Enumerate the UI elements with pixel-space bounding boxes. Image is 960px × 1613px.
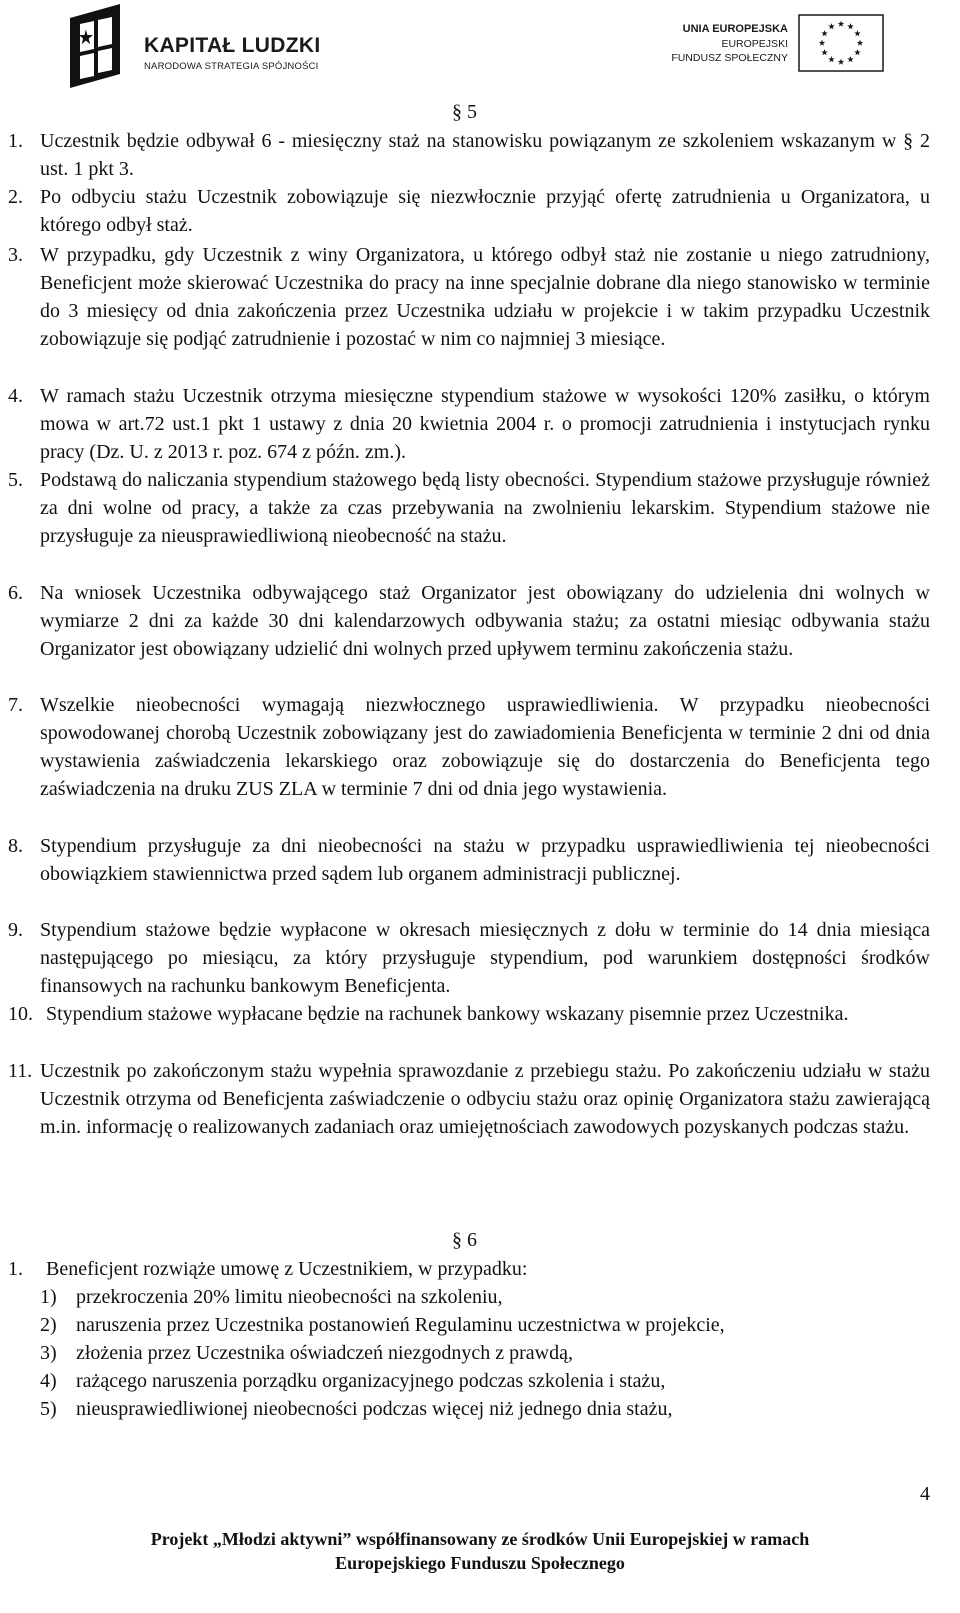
item-number: 2. (8, 186, 23, 208)
eu-logo-line3: FUNDUSZ SPOŁECZNY (671, 52, 788, 64)
section-6-heading: § 6 (452, 1229, 477, 1251)
section-5-heading: § 5 (452, 101, 477, 123)
item-number: 7. (8, 694, 23, 716)
item-text: Stypendium stażowe będzie wypłacone w okresach miesięcznych z dołu w terminie do 14 dnia miesiąca następującego po miesiącu, za który przysługuje stypendium, pod warunkiem dostępności środków finansowych na rachunku bankowym Beneficjenta. (40, 919, 930, 997)
item-number: 10. (8, 1003, 33, 1025)
item-number: 8. (8, 835, 23, 857)
item-text: Stypendium stażowe wypłacane będzie na rachunek bankowy wskazany pisemnie przez Uczestnika. (46, 1003, 849, 1025)
item-text: Wszelkie nieobecności wymagają niezwłocznego usprawiedliwienia. W przypadku nieobecności spowodowanej chorobą Uczestnik zobowiązany jest do zawiadomienia Beneficjenta w terminie 2 dni od dnia wystawienia zaświadczenia lekarskiego oraz zobowiązuje się do dostarczenia do Beneficjenta tego zaświadczenia na druku ZUS ZLA w terminie 7 dni od dnia jego wystawienia. (40, 694, 930, 800)
subitem-number: 2) (40, 1314, 57, 1336)
item-number: 4. (8, 385, 23, 407)
page-header (0, 0, 960, 100)
subitem-text: złożenia przez Uczestnika oświadczeń niezgodnych z prawdą, (76, 1342, 573, 1364)
eu-flag-icon (798, 14, 884, 72)
eu-logo-line2: EUROPEJSKI (721, 38, 788, 50)
item-text: Na wniosek Uczestnika odbywającego staż Organizator jest obowiązany do udzielenia dni wolnych w wymiarze 2 dni za każde 30 dni kalendarzowych odbywania stażu; za ostatni miesiąc odbywania stażu Organizator jest obowiązany udzielić dni wolnych przed upływem terminu zakończenia stażu. (40, 582, 930, 660)
item-number: 11. (8, 1060, 33, 1082)
logo-title: KAPITAŁ LUDZKI (144, 34, 321, 57)
subitem-number: 1) (40, 1286, 57, 1308)
item-number: 1. (8, 1258, 23, 1280)
subitem-text: rażącego naruszenia porządku organizacyjnego podczas szkolenia i stażu, (76, 1370, 666, 1392)
eu-logo (660, 14, 890, 74)
logo-subtitle: NARODOWA STRATEGIA SPÓJNOŚCI (144, 61, 319, 72)
item-text: Po odbyciu stażu Uczestnik zobowiązuje się niezwłocznie przyjąć ofertę zatrudnienia u Organizatora, u którego odbył staż. (40, 186, 930, 236)
item-number: 6. (8, 582, 23, 604)
eu-logo-text (660, 22, 788, 65)
item-number: 5. (8, 469, 23, 491)
item-text: Podstawą do naliczania stypendium stażowego będą listy obecności. Stypendium stażowe przysługuje również za dni wolne od pracy, a także za czas przebywania na zwolnieniu lekarskim. Stypendium stażowe nie przysługuje za nieusprawiedliwioną nieobecność na stażu. (40, 469, 930, 547)
subitem-number: 3) (40, 1342, 57, 1364)
page-number: 4 (920, 1483, 930, 1505)
kapital-ludzki-logo (70, 4, 350, 88)
item-number: 3. (8, 244, 23, 266)
item-number: 1. (8, 130, 23, 152)
item-number: 9. (8, 919, 23, 941)
item-text: Uczestnik po zakończonym stażu wypełnia sprawozdanie z przebiegu stażu. Po zakończeniu udziału w stażu Uczestnik otrzyma od Beneficjenta zaświadczenie o odbyciu stażu oraz opinię Organizatora stażu zawierającą m.in. informację o realizowanych zadaniach oraz umiejętnościach zawodowych pozyskanych podczas stażu. (40, 1060, 930, 1138)
item-text: W przypadku, gdy Uczestnik z winy Organizatora, u którego odbył staż nie zostanie u niego zatrudniony, Beneficjent może skierować Uczestnika do pracy na inne specjalnie dobrane dla niego stanowisko w terminie do 3 miesięcy od dnia zakończenia przez Uczestnika udziału w projekcie i w takim przypadku Uczestnik zobowiązuje się podjąć zatrudnienie i pozostać w nim co najmniej 3 miesiące. (40, 244, 930, 350)
item-text: Uczestnik będzie odbywał 6 - miesięczny staż na stanowisku powiązanym ze szkoleniem wskazanym w § 2 ust. 1 pkt 3. (40, 130, 930, 180)
item-text: Stypendium przysługuje za dni nieobecności na stażu w przypadku usprawiedliwienia tej nieobecności obowiązkiem stawiennictwa przed sądem lub organem administracji publicznej. (40, 835, 930, 885)
eu-logo-line1: UNIA EUROPEJSKA (682, 23, 788, 35)
kapital-ludzki-emblem-icon (70, 4, 120, 88)
page-footer (0, 1527, 960, 1575)
subitem-number: 4) (40, 1370, 57, 1392)
item-text: Beneficjent rozwiąże umowę z Uczestnikiem, w przypadku: (46, 1258, 528, 1280)
subitem-text: przekroczenia 20% limitu nieobecności na szkoleniu, (76, 1286, 503, 1308)
subitem-text: naruszenia przez Uczestnika postanowień Regulaminu uczestnictwa w projekcie, (76, 1314, 725, 1336)
subitem-number: 5) (40, 1398, 57, 1420)
footer-line-2: Europejskiego Funduszu Społecznego (335, 1553, 625, 1573)
footer-line-1: Projekt „Młodzi aktywni” współfinansowany ze środków Unii Europejskiej w ramach (150, 1529, 810, 1549)
subitem-text: nieusprawiedliwionej nieobecności podczas więcej niż jednego dnia stażu, (76, 1398, 673, 1420)
item-text: W ramach stażu Uczestnik otrzyma miesięczne stypendium stażowe w wysokości 120% zasiłku, o którym mowa w art.72 ust.1 pkt 1 ustawy z dnia 20 kwietnia 2004 r. o promocji zatrudnienia i instytucjach rynku pracy (Dz. U. z 2013 r. poz. 674 z późn. zm.). (40, 385, 930, 463)
